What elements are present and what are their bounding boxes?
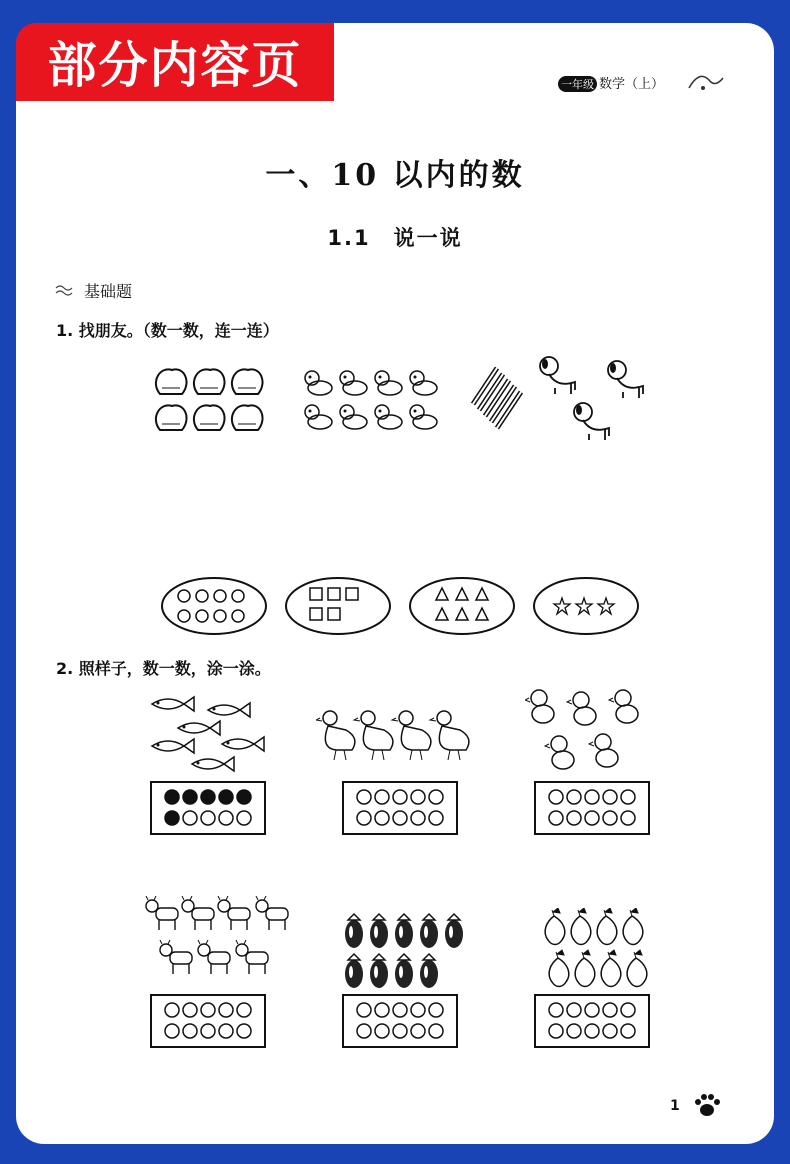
peach-icon — [232, 369, 263, 394]
pear-icon — [597, 908, 617, 945]
count-circle-empty[interactable] — [183, 811, 197, 825]
goat-icon — [182, 896, 214, 930]
chick-icon — [589, 734, 618, 767]
chick-icon — [410, 371, 437, 395]
square-shape — [328, 588, 340, 600]
triangle-shape — [436, 608, 448, 620]
count-circle-empty[interactable] — [603, 1003, 617, 1017]
chick-icon — [375, 371, 402, 395]
peach-icon — [156, 369, 187, 394]
count-circle-empty[interactable] — [375, 1003, 389, 1017]
count-circle-empty[interactable] — [621, 811, 635, 825]
duck-icon — [316, 711, 355, 760]
count-circle-empty[interactable] — [549, 811, 563, 825]
circle-shape — [196, 610, 208, 622]
oval-squares[interactable] — [284, 576, 392, 636]
circle-shape — [178, 590, 190, 602]
count-circle-empty[interactable] — [219, 1003, 233, 1017]
fish-icon — [152, 739, 194, 753]
chick-count-box[interactable] — [534, 781, 650, 835]
eggplant-icon — [370, 954, 388, 988]
count-circle-empty[interactable] — [357, 790, 371, 804]
pear-icon — [627, 950, 647, 987]
count-circle-empty[interactable] — [237, 1024, 251, 1038]
count-circle-empty[interactable] — [393, 790, 407, 804]
count-circle-empty[interactable] — [567, 1003, 581, 1017]
eggplant-icon — [420, 914, 438, 948]
goat-icon — [256, 896, 288, 930]
count-circle-empty[interactable] — [411, 1003, 425, 1017]
eggplant-icon — [445, 914, 463, 948]
count-circle-empty[interactable] — [201, 1024, 215, 1038]
circle-shape — [232, 610, 244, 622]
count-circle-empty[interactable] — [621, 1003, 635, 1017]
count-circle-empty[interactable] — [429, 1024, 443, 1038]
eggplant-count-box[interactable] — [342, 994, 458, 1048]
count-circle-filled[interactable] — [219, 790, 233, 804]
section-label: 基础题 — [84, 282, 133, 301]
page-number: 1 — [670, 1098, 680, 1114]
puppy-icon — [540, 357, 575, 394]
pear-icon — [623, 908, 643, 945]
puppy-icon — [608, 361, 643, 398]
count-circle-empty[interactable] — [411, 1024, 425, 1038]
count-circle-empty[interactable] — [393, 1024, 407, 1038]
goat-icon — [218, 896, 250, 930]
duck-count-box[interactable] — [342, 781, 458, 835]
fish-group — [148, 694, 270, 776]
subject-label: 数学（上） — [599, 77, 665, 92]
peach-group — [150, 362, 270, 437]
count-circle-empty[interactable] — [201, 811, 215, 825]
header-grade-label — [558, 73, 664, 92]
section-wave-icon — [54, 284, 74, 296]
square-shape — [328, 608, 340, 620]
count-circle-empty[interactable] — [393, 811, 407, 825]
triangle-shape — [456, 588, 468, 600]
goat-group — [144, 896, 296, 980]
peach-icon — [232, 405, 263, 430]
count-circle-empty[interactable] — [219, 811, 233, 825]
chick-group — [298, 368, 443, 433]
count-circle-filled[interactable] — [201, 790, 215, 804]
puppy-icon — [574, 403, 609, 440]
eggplant-icon — [345, 954, 363, 988]
count-circle-empty[interactable] — [411, 790, 425, 804]
count-circle-empty[interactable] — [165, 1024, 179, 1038]
duck-icon — [354, 711, 393, 760]
count-circle-filled[interactable] — [165, 811, 179, 825]
peach-icon — [156, 405, 187, 430]
count-circle-empty[interactable] — [357, 1024, 371, 1038]
pencil-group — [463, 364, 523, 436]
square-shape — [310, 588, 322, 600]
circle-shape — [214, 590, 226, 602]
count-circle-empty[interactable] — [603, 1024, 617, 1038]
count-circle-empty[interactable] — [585, 1003, 599, 1017]
section-title: 1.1 说一说 — [327, 226, 463, 250]
fish-icon — [178, 721, 220, 735]
grade-badge: 一年级 — [558, 76, 597, 92]
count-circle-empty[interactable] — [393, 1003, 407, 1017]
count-circle-empty[interactable] — [585, 790, 599, 804]
duck-icon — [430, 711, 469, 760]
count-circle-empty[interactable] — [567, 1024, 581, 1038]
triangle-shape — [476, 588, 488, 600]
count-circle-empty[interactable] — [603, 811, 617, 825]
count-circle-empty[interactable] — [219, 1024, 233, 1038]
goat-icon — [236, 940, 268, 974]
count-circle-empty[interactable] — [429, 1003, 443, 1017]
count-circle-empty[interactable] — [621, 790, 635, 804]
pear-icon — [575, 950, 595, 987]
count-circle-empty[interactable] — [375, 1024, 389, 1038]
count-circle-empty[interactable] — [429, 790, 443, 804]
count-circle-empty[interactable] — [237, 811, 251, 825]
chick-icon — [609, 690, 638, 723]
eggplant-icon — [370, 914, 388, 948]
circle-shape — [232, 590, 244, 602]
count-circle-empty[interactable] — [603, 790, 617, 804]
count-circle-empty[interactable] — [201, 1003, 215, 1017]
goat-icon — [198, 940, 230, 974]
square-shape — [346, 588, 358, 600]
question-1-prompt: 1. 找朋友。（数一数，连一连） — [56, 321, 279, 340]
count-circle-empty[interactable] — [375, 790, 389, 804]
triangle-shape — [436, 588, 448, 600]
pear-group — [542, 908, 652, 990]
header-swirl-icon — [685, 66, 725, 96]
count-circle-empty[interactable] — [429, 811, 443, 825]
star-shape — [576, 598, 592, 614]
chick-icon — [305, 405, 332, 429]
count-circle-empty[interactable] — [585, 1024, 599, 1038]
chick-icon — [567, 692, 596, 725]
count-circle-empty[interactable] — [585, 811, 599, 825]
count-circle-empty[interactable] — [357, 1003, 371, 1017]
peach-icon — [194, 369, 225, 394]
count-circle-filled[interactable] — [165, 790, 179, 804]
count-circle-filled[interactable] — [237, 790, 251, 804]
count-circle-empty[interactable] — [567, 790, 581, 804]
count-circle-empty[interactable] — [183, 1024, 197, 1038]
chick-icon — [545, 736, 574, 769]
star-shape — [598, 598, 614, 614]
question-2-prompt: 2. 照样子，数一数，涂一涂。 — [56, 659, 271, 678]
fish-count-box[interactable] — [150, 781, 266, 835]
chick-icon — [340, 405, 367, 429]
chick-icon — [340, 371, 367, 395]
goat-icon — [160, 940, 192, 974]
count-circle-empty[interactable] — [549, 1024, 563, 1038]
chick-icon — [375, 405, 402, 429]
banner-text: 部分内容页 — [47, 37, 303, 94]
goat-count-box[interactable] — [150, 994, 266, 1048]
fish-icon — [222, 737, 264, 751]
eggplant-group — [342, 912, 470, 990]
duck-icon — [392, 711, 431, 760]
count-circle-empty[interactable] — [411, 811, 425, 825]
count-circle-filled[interactable] — [183, 790, 197, 804]
eggplant-icon — [395, 954, 413, 988]
fish-icon — [208, 703, 250, 717]
circle-shape — [196, 590, 208, 602]
eggplant-icon — [420, 954, 438, 988]
count-circle-empty[interactable] — [237, 1003, 251, 1017]
count-circle-empty[interactable] — [357, 811, 371, 825]
count-circle-empty[interactable] — [621, 1024, 635, 1038]
paw-print-icon — [690, 1090, 724, 1120]
fish-icon — [152, 697, 194, 711]
chapter-title: 一、10 以内的数 — [265, 158, 525, 193]
pear-icon — [545, 908, 565, 945]
eggplant-icon — [395, 914, 413, 948]
goat-icon — [146, 896, 178, 930]
pear-count-box[interactable] — [534, 994, 650, 1048]
chick-icon — [305, 371, 332, 395]
count-circle-empty[interactable] — [375, 811, 389, 825]
pear-icon — [549, 950, 569, 987]
puppy-group — [535, 354, 655, 446]
count-circle-empty[interactable] — [549, 790, 563, 804]
peach-icon — [194, 405, 225, 430]
count-circle-empty[interactable] — [567, 811, 581, 825]
circle-shape — [178, 610, 190, 622]
circle-shape — [214, 610, 226, 622]
oval-triangles[interactable] — [408, 576, 516, 636]
oval-stars[interactable] — [532, 576, 640, 636]
triangle-shape — [456, 608, 468, 620]
oval-circles[interactable] — [160, 576, 268, 636]
star-shape — [554, 598, 570, 614]
count-circle-empty[interactable] — [549, 1003, 563, 1017]
eggplant-icon — [345, 914, 363, 948]
count-circle-empty[interactable] — [183, 1003, 197, 1017]
fish-icon — [192, 757, 234, 771]
count-circle-empty[interactable] — [165, 1003, 179, 1017]
triangle-shape — [476, 608, 488, 620]
chick-icon — [525, 690, 554, 723]
duck-group — [316, 708, 474, 766]
pear-icon — [601, 950, 621, 987]
pear-icon — [571, 908, 591, 945]
square-shape — [310, 608, 322, 620]
preview-banner — [16, 23, 334, 101]
chick-icon — [410, 405, 437, 429]
chick-group-2 — [525, 686, 645, 778]
